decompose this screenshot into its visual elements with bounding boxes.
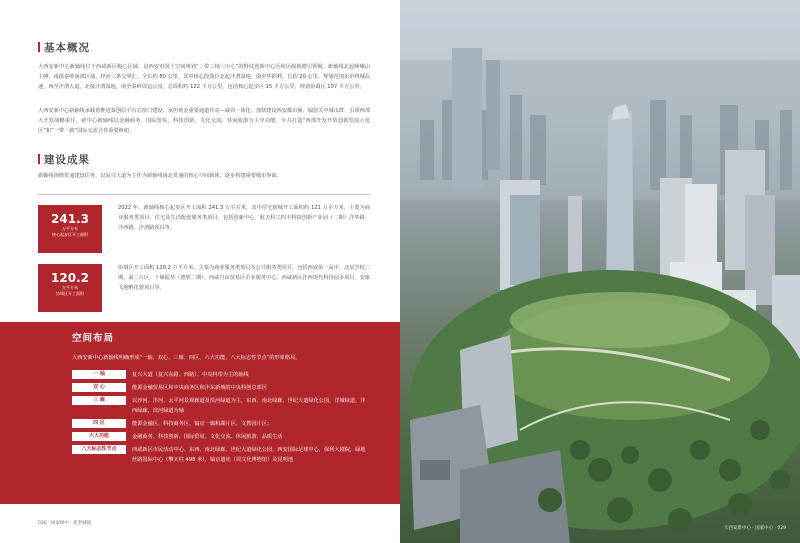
stat-caption: 核心起步区开工面积: [52, 232, 88, 237]
layout-row-label: 六大功能: [72, 432, 126, 441]
layout-row-label: 双 心: [72, 383, 126, 392]
layout-row-label: 四 区: [72, 419, 126, 428]
stat-caption: 协调区开工面积: [56, 291, 84, 296]
stat-text-core-area: 2022 年，新轴线核心起步区开工面积 241.3 万平方米，其中住宅新城开工面积约 121 万平方米，主要为商业服务类项目，住宅及生活配套服务类项目，包括创新中心、航天科工四丰科技创新产业园（二期）洋华路、沣西路、沣渭路项目等。: [118, 205, 370, 231]
divider: [38, 194, 370, 195]
aerial-city-photo: [400, 0, 800, 543]
layout-row-text: 能源金融区、科技商务区、镐京一廊和湖片区、文教园片区；: [132, 421, 273, 427]
layout-row-text: 复兴大道（复兴东路、西路）、中央科带为主的轴线: [132, 372, 249, 378]
layout-row-label: 一 轴: [72, 370, 126, 379]
layout-row-text: 能源金融贸易区和中央商务区和沣东新城的中央科创总部区: [132, 385, 267, 391]
park-lawn-light: [510, 292, 730, 348]
overview-paragraph-2: 大西安新中心新轴线承载着推进秦创原平台总窗口建设、承担黄金重要通道作动—威周一体化、加快建设西安都市圈、辐射关中城市群、引领西部大开发战略重任，新中心新轴线以金融商务、国际贸易、科技创新、文化交流、休闲旅游为主导功能，全力打造“西部开发开放创新发展示范区”和“一带一路”国际交流合作重要枢纽。: [38, 108, 371, 134]
stat-box-coordination-area: [38, 264, 102, 312]
results-intro: 新轴线围绕贯通建设任务，以复兴大道为主作为新轴线南北贯通的核心空间载体，逐步构建重要城市界面。: [38, 173, 282, 179]
stat-box-core-area: [38, 205, 102, 253]
title-bar-decoration: [38, 42, 40, 52]
overview-title: [38, 40, 90, 55]
title-bar-decoration: [38, 154, 40, 164]
footer-left-page-number: 030 · 国家级中 · 新型城镇: [38, 521, 92, 526]
layout-row-text: 西咸新区市民活动中心、东西、南北绿廊，世纪大道绿化公园，西安国际足球中心，保利大剧院，绿地丝路国际中心（擎天柱 498 米），镐京遗址（周文化博物馆）及昆明池: [132, 447, 366, 463]
stat-text-coordination-area: 协调区开工面积 120.2 万平方米，主要为商业服务类项目及公共服务类项目，包括西咸第一高中、北辰学校二期、第二片区、十堰振华（德欣二期）、西咸自由贸易区企业服务中心、西咸新区沣西现代科技园多项目、安康飞地孵化器项目等。: [118, 265, 370, 291]
layout-intro: 大西安新中心新轴线明确形成“一轴、双心、三廊、四区、六大功能、八大标志性节点”的形象格局。: [72, 355, 301, 361]
layout-title: 空间布局: [72, 333, 115, 344]
footer-right-page-number: 大西安新中心 · 国家中心 · 029: [723, 526, 786, 531]
overview-paragraph-1: 大西安新中心新轴线位于西咸新区腹心区域，是西安市国土空间规划“三带三轴三中心”的科技创新中心区和区级新增引领极。新轴线北起嵯峨山主峰，南抵秦岭南部区域，经河三条交界汇，全长约 80 公里，其中核心段落位北起沣渭湿地，南至华阳岭，长约 20 公里，规划范围东至绕城高速，西至沣渭大道，北接沣渭湿地，南至秦岭周边公园，总面积约 122 平方公里，包括核心起步区 15 平方公里，规划协调区 107 平方公里。: [38, 64, 370, 90]
overview-title-text: 基本概况: [44, 42, 90, 54]
layout-row-text: 金融商务、科技创新、国际贸易、文化交流、休闲旅游、品质生活: [132, 434, 283, 440]
layout-row-text: 以沙河、沣河、太平河景观廊道及沿河绿道为主，东西、南北绿廊，世纪大道绿化公园，洋城绿道，沣西绿廊，滨河绿道为轴: [132, 398, 366, 414]
stat-unit: 万平方米: [62, 285, 78, 290]
layout-row-label: 八大标志性节点: [72, 445, 126, 454]
stat-value: 120.2: [51, 271, 89, 285]
results-title: [38, 152, 90, 167]
layout-row-label: 三 廊: [72, 396, 126, 405]
stat-unit: 万平方米: [62, 226, 78, 231]
results-title-text: 建设成果: [44, 154, 90, 166]
stat-value: 241.3: [51, 212, 89, 226]
city-aerial-illustration: [400, 0, 800, 543]
spatial-layout-panel: [0, 322, 400, 504]
